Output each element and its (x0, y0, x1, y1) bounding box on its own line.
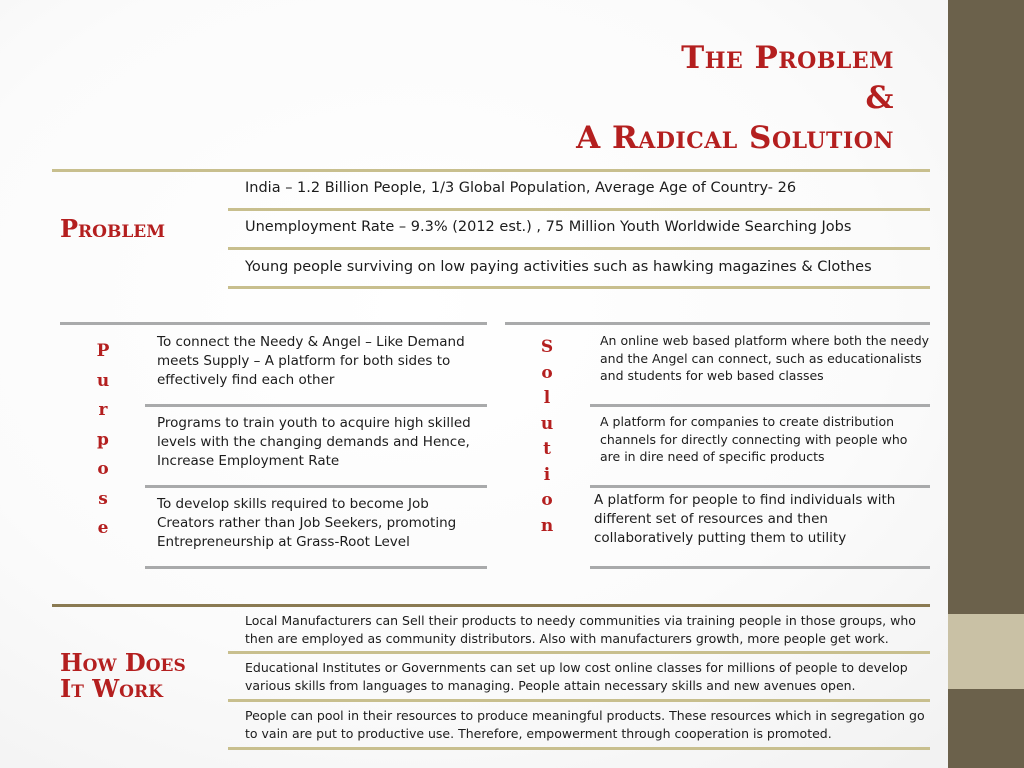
how-label-line-2: It Work (60, 674, 163, 703)
how-rule-3 (228, 747, 930, 750)
how-item-2: Educational Institutes or Governments can set up low cost online classes for millions of people to develop various skills from languages to managing. People attain necessary skills and new avenues open. (245, 660, 908, 693)
purpose-letter: o (97, 459, 109, 479)
purpose-rule-2 (145, 485, 487, 488)
solution-rule-3 (590, 566, 930, 569)
problem-item-2: Unemployment Rate – 9.3% (2012 est.) , 75 Million Youth Worldwide Searching Jobs (245, 219, 852, 235)
solution-letter: l (543, 388, 551, 408)
solution-letter: o (541, 362, 553, 383)
solution-rule-2 (590, 485, 930, 488)
title-line-3: A Radical Solution (576, 120, 894, 156)
problem-item-3: Young people surviving on low paying activities such as hawking magazines & Clothes (245, 259, 872, 275)
purpose-rule-3 (145, 566, 487, 569)
solution-item-2: A platform for companies to create distribution channels for directly connecting with people who are in dire need of specific products (600, 414, 908, 464)
title-line-1: The Problem (681, 40, 894, 76)
problem-rule-1 (228, 208, 930, 211)
sidebar-accent-block (948, 614, 1024, 689)
slide-title (576, 38, 894, 158)
solution-top-rule (505, 322, 930, 325)
how-label-line-1: How Does (60, 648, 186, 677)
purpose-item-1: To connect the Needy & Angel – Like Demand meets Supply – A platform for both sides to effectively find each other (157, 334, 465, 388)
purpose-letter: P (96, 341, 110, 361)
solution-rule-1 (590, 404, 930, 407)
purpose-letter: r (98, 400, 108, 420)
solution-letter: o (541, 490, 553, 510)
solution-item-1: An online web based platform where both the needy and the Angel can connect, such as educationalists and students for web based classes (600, 333, 930, 383)
how-item-3: People can pool in their resources to produce meaningful products. These resources which in segregation go to vain are put to productive use. Therefore, empowerment through cooperation is promoted. (245, 708, 925, 741)
problem-rule-3 (228, 286, 930, 289)
purpose-item-2: Programs to train youth to acquire high skilled levels with the changing demands and Hence, Increase Employment Rate (157, 415, 471, 469)
solution-letter: n (540, 515, 554, 536)
purpose-item-3: To develop skills required to become Job Creators rather than Job Seekers, promoting Entrepreneurship at Grass-Root Level (157, 496, 457, 550)
how-rule-2 (228, 699, 930, 702)
purpose-letter: u (96, 370, 110, 391)
solution-letter: S (540, 337, 554, 357)
how-top-rule (52, 604, 930, 607)
purpose-vertical-label (88, 337, 118, 544)
problem-item-1: India – 1.2 Billion People, 1/3 Global Population, Average Age of Country- 26 (245, 180, 797, 196)
solution-letter: u (540, 413, 554, 434)
purpose-letter: s (98, 488, 108, 509)
purpose-letter: p (97, 429, 109, 450)
how-label (60, 650, 186, 702)
problem-rule-2 (228, 247, 930, 250)
purpose-rule-1 (145, 404, 487, 407)
problem-top-rule (52, 169, 930, 172)
solution-item-3: A platform for people to find individuals with different set of resources and then collaboratively putting them to utility (594, 492, 896, 546)
title-line-2: & (865, 80, 894, 116)
problem-label: Problem (60, 214, 166, 243)
how-item-1: Local Manufacturers can Sell their products to needy communities via training people in those groups, who then are employed as community distributors. Also with manufacturers growth, more people get work. (245, 613, 916, 646)
solution-letter: t (543, 439, 551, 459)
purpose-letter: e (97, 518, 109, 538)
how-rule-1 (228, 651, 930, 654)
solution-letter: i (543, 464, 551, 485)
purpose-top-rule (60, 322, 487, 325)
solution-vertical-label (532, 335, 562, 539)
